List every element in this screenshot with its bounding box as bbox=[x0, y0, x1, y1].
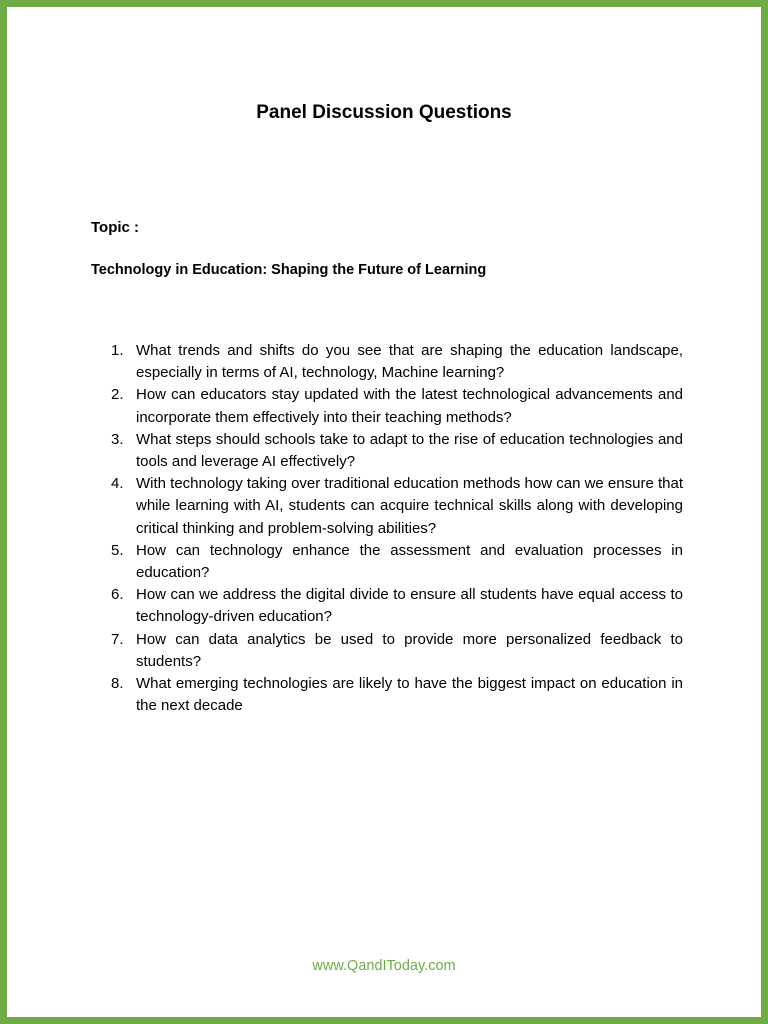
question-text: How can educators stay updated with the latest technological advancements and incorporate them effectively into their teaching methods? bbox=[136, 386, 683, 426]
question-number: 3. bbox=[111, 430, 124, 448]
question-text: What trends and shifts do you see that are shaping the education landscape, especially in terms of AI, technology, Machine learning? bbox=[136, 342, 683, 382]
question-text: How can technology enhance the assessment and evaluation processes in education? bbox=[136, 541, 683, 582]
question-text: What steps should schools take to adapt to the rise of education technologies and tools and leverage AI effectively? bbox=[136, 430, 683, 471]
question-list bbox=[111, 340, 683, 717]
question-number: 6. bbox=[111, 586, 124, 604]
question-number: 1. bbox=[111, 342, 124, 359]
topic-heading: Technology in Education: Shaping the Future of Learning bbox=[91, 262, 487, 278]
question-number: 4. bbox=[111, 475, 124, 493]
question-text: How can data analytics be used to provide more personalized feedback to students? bbox=[136, 630, 683, 670]
question-text: How can we address the digital divide to ensure all students have equal access to technology-driven education? bbox=[136, 586, 683, 626]
page-title: Panel Discussion Questions bbox=[256, 102, 512, 123]
question-number: 7. bbox=[111, 630, 124, 648]
question-item bbox=[111, 340, 683, 384]
question-item bbox=[111, 473, 683, 540]
question-text: With technology taking over traditional education methods how can we ensure that while learning with AI, students can acquire technical skills along with developing critical thinking and problem-solving abilities? bbox=[136, 475, 683, 537]
footer-website-link[interactable]: www.QandIToday.com bbox=[312, 958, 456, 974]
question-item bbox=[111, 629, 683, 673]
question-item bbox=[111, 673, 683, 717]
question-item bbox=[111, 384, 683, 428]
topic-label: Topic : bbox=[91, 219, 140, 236]
question-item bbox=[111, 429, 683, 473]
question-number: 5. bbox=[111, 541, 124, 559]
question-text: What emerging technologies are likely to have the biggest impact on education in the next decade bbox=[136, 675, 683, 715]
question-number: 2. bbox=[111, 386, 124, 404]
question-item bbox=[111, 584, 683, 628]
question-number: 8. bbox=[111, 675, 124, 693]
question-item bbox=[111, 540, 683, 584]
